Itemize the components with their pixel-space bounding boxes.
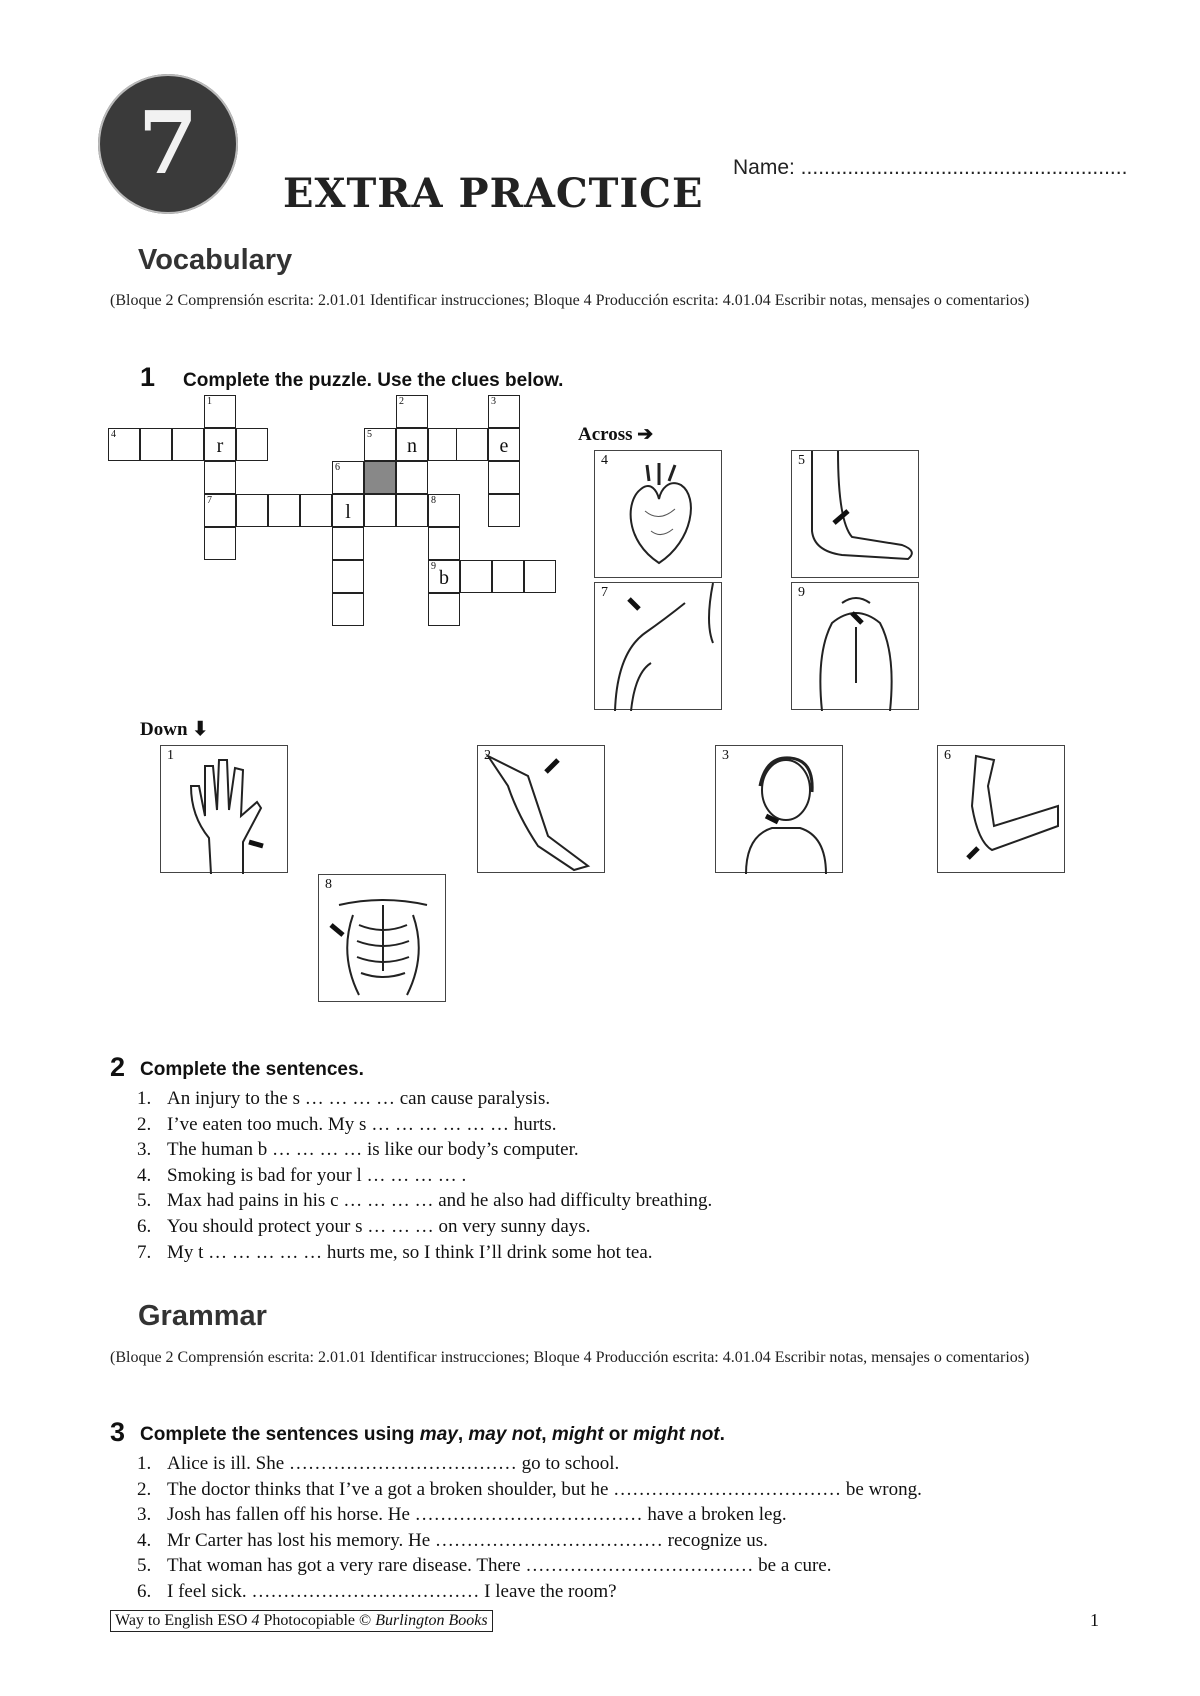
list-item: 7. My t … … … … … hurts me, so I think I’ll drink some hot tea. (137, 1241, 653, 1263)
crossword-cell[interactable] (396, 461, 428, 494)
crossword-cell[interactable] (268, 494, 300, 527)
crossword-cell[interactable] (428, 593, 460, 626)
list-item: 2. I’ve eaten too much. My s … … … … … … hurts. (137, 1113, 557, 1135)
crossword-cell[interactable]: 8 (428, 494, 460, 527)
unit-number: 7 (138, 93, 198, 194)
list-item: 1. An injury to the s … … … … can cause paralysis. (137, 1088, 551, 1109)
hand-icon (161, 746, 289, 874)
list-item: 4. Mr Carter has lost his memory. He ……………………………… recognize us. (137, 1529, 768, 1551)
crossword-cell[interactable] (364, 494, 396, 527)
exercise-2-number: 2 (110, 1052, 126, 1082)
ribcage-icon (319, 875, 447, 1003)
crossword-cell[interactable] (300, 494, 332, 527)
list-item: 6. I feel sick. ……………………………… I leave the room? (137, 1580, 617, 1602)
picture-ribs: 8 (318, 874, 446, 1002)
woman-icon (716, 746, 844, 874)
crossword-cell[interactable]: 2 (396, 395, 428, 428)
crossword-cell[interactable] (396, 494, 428, 527)
vocabulary-heading: Vocabulary (138, 244, 293, 276)
arm-icon (938, 746, 1066, 874)
list-item: 5. That woman has got a very rare disease. There ……………………………… be a cure. (137, 1555, 832, 1577)
exercise-2-list (137, 1086, 712, 1265)
crossword-cell[interactable] (332, 560, 364, 593)
picture-knee: 2 (477, 745, 605, 873)
crossword-cell[interactable] (460, 560, 492, 593)
crossword-cell[interactable]: n (396, 428, 428, 461)
grammar-note: (Bloque 2 Comprensión escrita: 2.01.01 Identificar instrucciones; Bloque 4 Producción escrita: 4.01.04 Escribir notas, mensajes o comentarios) (110, 1349, 1030, 1366)
shoulder-icon (595, 583, 723, 711)
picture-ankle: 5 (791, 450, 919, 578)
crossword-cell[interactable] (456, 428, 488, 461)
crossword-cell[interactable]: 4 (108, 428, 140, 461)
picture-elbow: 6 (937, 745, 1065, 873)
down-arrow-icon: ⬇ (192, 719, 209, 740)
foot-icon (792, 451, 920, 579)
page-title: EXTRA PRACTICE (283, 170, 704, 217)
heart-icon (595, 451, 723, 579)
page-number: 1 (1090, 1610, 1099, 1630)
crossword-cell[interactable] (492, 560, 524, 593)
exercise-3-list (137, 1451, 922, 1605)
list-item: 6. You should protect your s … … … on very sunny days. (137, 1215, 591, 1237)
torso-icon (792, 583, 920, 711)
crossword-cell[interactable] (204, 461, 236, 494)
list-item: 1. Alice is ill. She ……………………………… go to school. (137, 1453, 620, 1474)
exercise-1-instruction: Complete the puzzle. Use the clues below. (183, 370, 564, 391)
list-item: 5. Max had pains in his c … … … … and he also had difficulty breathing. (137, 1190, 713, 1212)
name-field-label: Name: ........................................................ (733, 156, 1128, 179)
crossword-shaded-cell (364, 461, 396, 494)
crossword-cell[interactable]: 1 (204, 395, 236, 428)
list-item: 2. The doctor thinks that I’ve a got a broken shoulder, but he ……………………………… be wrong. (137, 1478, 922, 1500)
vocabulary-note: (Bloque 2 Comprensión escrita: 2.01.01 Identificar instrucciones; Bloque 4 Producción escrita: 4.01.04 Escribir notas, mensajes o comentarios) (110, 292, 1030, 309)
crossword-cell[interactable]: 5 (364, 428, 396, 461)
picture-shoulder: 7 (594, 582, 722, 710)
list-item: 3. The human b … … … … is like our body’s computer. (137, 1139, 579, 1161)
crossword-cell[interactable] (204, 527, 236, 560)
leg-icon (478, 746, 606, 874)
right-arrow-icon: ➔ (637, 424, 654, 445)
exercise-2-instruction: Complete the sentences. (140, 1059, 364, 1080)
crossword-cell[interactable]: 3 (488, 395, 520, 428)
crossword-cell[interactable] (428, 527, 460, 560)
down-label: Down ⬇ (140, 719, 209, 740)
crossword-cell[interactable] (488, 461, 520, 494)
picture-wrist: 1 (160, 745, 288, 873)
crossword-cell[interactable] (236, 428, 268, 461)
picture-chest: 9 (791, 582, 919, 710)
crossword-cell[interactable] (332, 593, 364, 626)
crossword-cell[interactable] (332, 527, 364, 560)
picture-neck: 3 (715, 745, 843, 873)
list-item: 3. Josh has fallen off his horse. He ……………………………… have a broken leg. (137, 1504, 787, 1526)
crossword-cell[interactable] (172, 428, 204, 461)
picture-heart: 4 (594, 450, 722, 578)
crossword-cell[interactable]: 9 b (428, 560, 460, 593)
exercise-1-number: 1 (140, 362, 156, 392)
list-item: 4. Smoking is bad for your l … … … … . (137, 1164, 467, 1186)
crossword-cell[interactable]: l (332, 494, 364, 527)
across-label: Across ➔ (578, 424, 654, 445)
footer-copyright: Way to English ESO 4 Photocopiable © Burlington Books (110, 1610, 493, 1632)
exercise-3-number: 3 (110, 1417, 126, 1447)
crossword-cell[interactable]: 6 (332, 461, 364, 494)
crossword-cell[interactable]: 7 (204, 494, 236, 527)
exercise-3-instruction: Complete the sentences using may, may not, might or might not. (140, 1424, 725, 1445)
crossword-cell[interactable] (236, 494, 268, 527)
crossword-cell[interactable] (524, 560, 556, 593)
crossword-cell[interactable]: r (204, 428, 236, 461)
grammar-heading: Grammar (138, 1300, 267, 1332)
crossword-cell[interactable] (488, 494, 520, 527)
crossword-cell[interactable] (140, 428, 172, 461)
crossword-cell[interactable]: e (488, 428, 520, 461)
